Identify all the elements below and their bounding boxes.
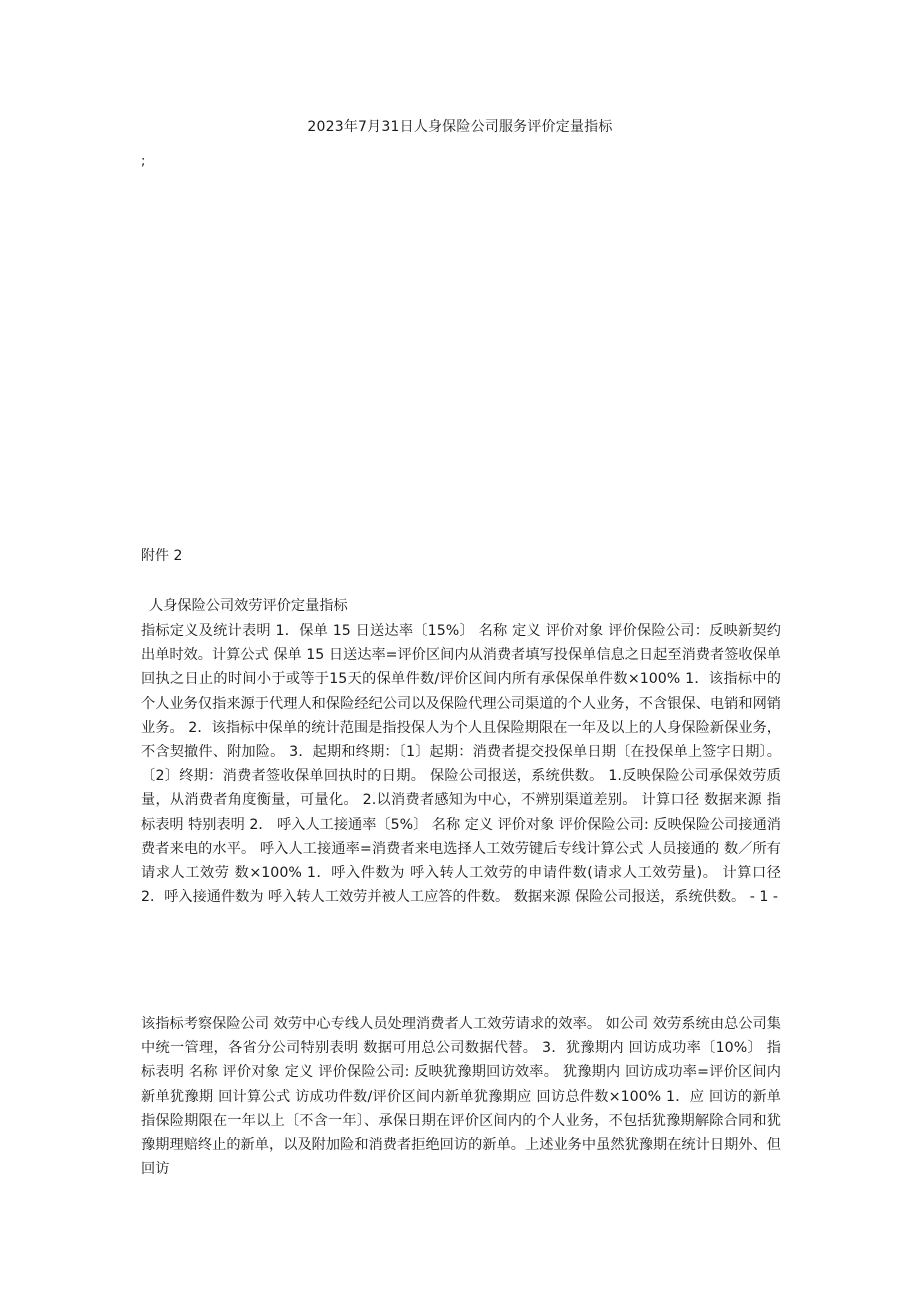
stray-semicolon: ; bbox=[141, 154, 146, 169]
document-title: 2023年7月31日人身保险公司服务评价定量指标 bbox=[307, 119, 613, 135]
paragraph-2: 该指标考察保险公司 效劳中心专线人员处理消费者人工效劳请求的效率。 如公司 效劳系统由总公司集中统一管理，各省分公司特别表明 数据可用总公司数据代替。 3．犹豫期内 回访成功率〔10%〕 指标表明 名称 评价对象 定义 评价保险公司: 反映犹豫期回访效率。 犹豫期内 回访成功率=评价区间内新单犹豫期 回计算公式 访成功件数/评价区间内新单犹豫期应 回访总件数×100% 1．应 回访的新单指保险期限在一年以上〔不含一年〕、承保日期在评价区间内的个人业务，不包括犹豫期解除合同和犹豫期理赔终止的新单，以及附加险和消费者拒绝回访的新单。上述业务中虽然犹豫期在统计日期外、但回访 bbox=[141, 1016, 781, 1178]
section-title: 人身保险公司效劳评价定量指标 bbox=[149, 598, 348, 614]
paragraph-1: 指标定义及统计表明 1．保单 15 日送达率〔15%〕 名称 定义 评价对象 评价保险公司：反映新契约出单时效。计算公式 保单 15 日送达率=评价区间内从消费者填写投保单信息之日起至消费者签收保单回执之日止的时间小于或等于15天的保单件数/评价区间内所有承保保单件数×100% 1．该指标中的个人业务仅指来源于代理人和保险经纪公司以及保险代理公司渠道的个人业务，不含银保、电销和网销业务。 2．该指标中保单的统计范围是指投保人为个人且保险期限在一年及以上的人身保险新保业务，不含契撤件、附加险。 3．起期和终期：〔1〕起期：消费者提交投保单日期〔在投保单上签字日期〕。 〔2〕终期：消费者签收保单回执时的日期。 保险公司报送，系统供数。 1.反映保险公司承保效劳质量，从消费者角度衡量，可量化。 2.以消费者感知为中心，不辨别渠道差别。 计算口径 数据来源 指标表明 特别表明 2． 呼入人工接通率〔5%〕 名称 定义 评价对象 评价保险公司: 反映保险公司接通消费者来电的水平。 呼入人工接通率=消费者来电选择人工效劳键后专线计算公式 人员接通的 数／所有请求人工效劳 数×100% 1．呼入件数为 呼入转人工效劳的申请件数(请求人工效劳量)。 计算口径 2．呼入接通件数为 呼入转人工效劳并被人工应答的件数。 数据来源 保险公司报送，系统供数。 - 1 - bbox=[141, 623, 781, 906]
attachment-label: 附件 2 bbox=[141, 548, 183, 564]
